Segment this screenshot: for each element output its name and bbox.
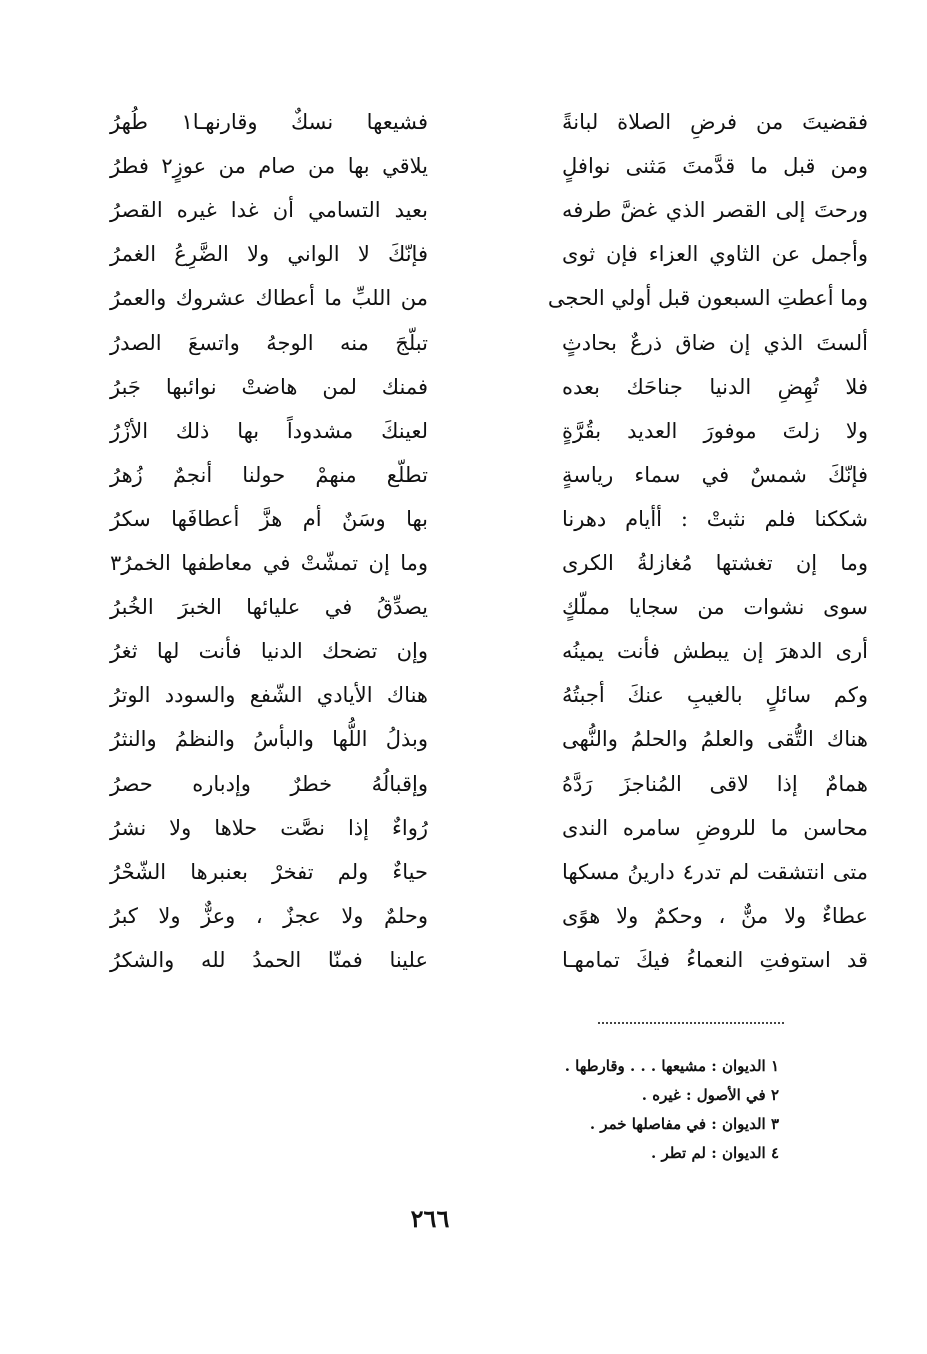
verse-second-hemistich: فمنك لمن هاضتْ نوائبها جَبرُ [110, 374, 428, 399]
footnotes [359, 1052, 779, 1168]
verse-second-hemistich: من اللبِّ ما أعطاك عشروك والعمرُ [110, 286, 428, 311]
verse-first-hemistich: شككنا فلم نثبتْ : أأيام دهرنا [562, 506, 868, 531]
verse-first-hemistich: فإنّكَ شمسٌ في سماء رياسةٍ [562, 462, 868, 487]
page-number: ٢٦٦ [410, 1204, 450, 1233]
verse-first-hemistich: قد استوفتِ النعماءُ فيكَ تمامهـا [562, 947, 868, 972]
verse-second-hemistich: وما إن تمشّتْ في معاطفها الخمرُ٣ [110, 551, 428, 575]
verse-first-hemistich: ورحتَ إلى القصر الذي غضَّ طرفه [562, 198, 868, 223]
footnote: ٣ الديوان : في مفاصلها خمر . [589, 1115, 779, 1133]
verse-second-hemistich: بها وسَنٌ أم هزَّ أعطافَها سكرُ [110, 506, 428, 531]
verse-second-hemistich: حياءٌ ولم تفخرْ بعنبرها الشّحْرُ [110, 859, 428, 884]
footnote: ٢ في الأصول : غيره . [641, 1086, 779, 1104]
verse-first-hemistich: فقضيتَ من فرضِ الصلاة لبانةً [562, 110, 868, 134]
verse-first-hemistich: وكم سائلٍ بالغيبِ عنكَ أجبتُهُ [562, 683, 868, 708]
verse-second-hemistich: وحلمٌ ولا عجزٌ ، وعزٌّ ولا كبرُ [110, 903, 428, 928]
footnote-separator [598, 1022, 784, 1024]
verse-second-hemistich: يلاقي بها من صام من عوزٍ٢ فطرُ [110, 154, 429, 179]
verse-first-hemistich: ولا زلتَ موفورَ العديد بقُرَّةٍ [562, 418, 868, 443]
verse-second-hemistich: يصدِّقُ في عليائها الخبرَ الخُبرُ [110, 595, 428, 620]
verse-first-hemistich: همامٌ إذا لاقى المُناجزَ رَدَّهُ [562, 771, 868, 796]
verse-second-hemistich: علينا فمنّا الحمدُ لله والشكرُ [110, 947, 428, 972]
verse-first-hemistich: هناك التُّقى والعلمُ والحلمُ والنُّهى [562, 727, 868, 752]
verse-first-hemistich: محاسن ما للروضِ سامره الندى [562, 815, 868, 840]
verse-second-hemistich: رُواءٌ إذا نصَّت حلاها ولا نشرُ [110, 815, 428, 840]
footnote: ٤ الديوان : لم تطر . [651, 1144, 779, 1162]
verse-first-hemistich: وأجمل عن الثاوي العزاء فإن ثوى [562, 242, 868, 267]
verse-second-hemistich: لعينكَ مشدوداً بها ذلك الأزْرُ [110, 418, 428, 443]
poem [100, 100, 868, 1000]
verse-second-hemistich: تطلّع منهمْ حولنا أنجمٌ زُهرُ [110, 462, 428, 487]
verse-first-hemistich: أرى الدهرَ إن يبطش فأنت يمينُه [562, 639, 868, 664]
verse-second-hemistich: فإنّكَ لا الواني ولا الضَّرِعُ الغمرُ [110, 242, 428, 267]
verse-second-hemistich: وإقبالُهُ خطرٌ وإدباره حصرُ [110, 771, 428, 796]
verse-second-hemistich: تبلّجَ منه الوجهُ واتسعَ الصدرُ [110, 330, 428, 355]
verse-second-hemistich: هناك الأيادي الشّفع والسودد الوترُ [110, 683, 428, 708]
verse-first-hemistich: وما إن تغشتها مُغازلةُ الكرى [562, 551, 868, 575]
verse-second-hemistich: وإن تضحك الدنيا فأنت لها ثغرُ [110, 639, 428, 664]
verse-first-hemistich: ألستَ الذي إن ضاق ذرعٌ بحادثٍ [562, 330, 868, 355]
footnote: ١ الديوان : مشيعها . . . وقارطها . [564, 1057, 779, 1075]
verse-first-hemistich: سوى نشوات من سجايا مملّكٍ [562, 595, 868, 620]
verse-first-hemistich: فلا تُهِضِ الدنيا جناحَك بعده [562, 374, 868, 399]
verse-first-hemistich: ومن قبل ما قدَّمتَ مَثنى نوافلٍ [562, 154, 868, 179]
verse-second-hemistich: بعيد التسامي أن غدا غيره القصرُ [110, 198, 428, 223]
verse-second-hemistich: فشيعها نسكٌ وقارنهـا١ طُهرُ [110, 110, 429, 134]
verse-first-hemistich: عطاءٌ ولا منٌّ ، وحكمٌ ولا هوًى [562, 903, 868, 928]
verse-first-hemistich: وما أعطتِ السبعون قبل أولي الحجى [547, 286, 868, 311]
verse-second-hemistich: وبذلُ اللُّها والبأسُ والنظمُ والنثرُ [110, 727, 428, 752]
verse-first-hemistich: متى انتشقت لم تدر٤ دارينُ مسكها [562, 859, 868, 884]
